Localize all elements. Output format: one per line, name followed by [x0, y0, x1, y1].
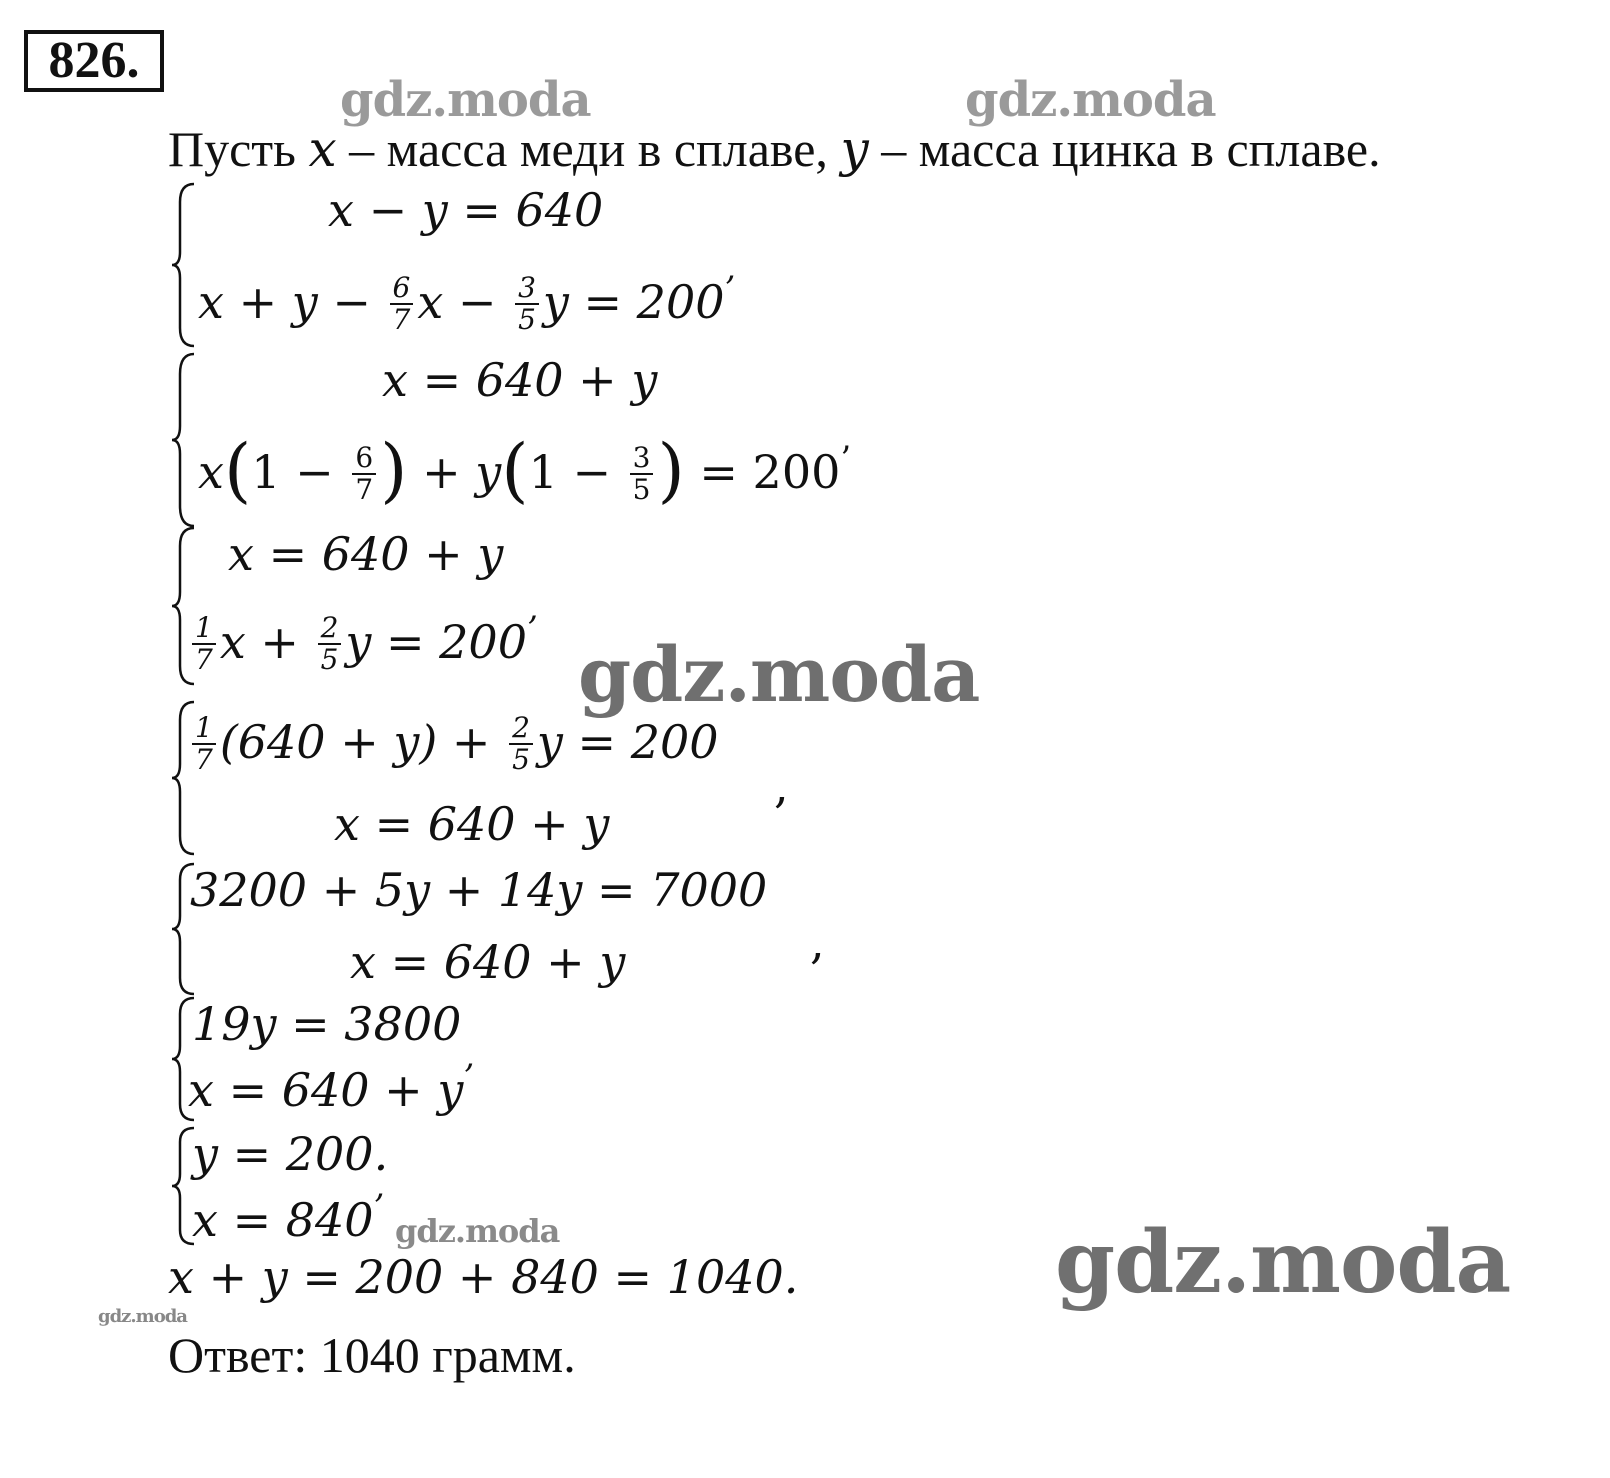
fraction: $\frac{2}{5}$	[509, 713, 533, 775]
equation-system-6	[170, 996, 590, 1126]
fraction: $\frac{2}{5}$	[318, 613, 342, 675]
equation-line: x = 840’	[192, 1187, 385, 1247]
equation-line: x = 640 + y	[382, 353, 658, 407]
watermark: gdz.moda	[340, 72, 591, 128]
equation-system-2	[170, 352, 930, 532]
fraction: $\frac{3}{5}$	[630, 443, 654, 505]
fraction: $\frac{6}{7}$	[352, 443, 376, 505]
watermark: gdz.moda	[578, 630, 980, 719]
equation-system-4	[170, 700, 830, 860]
equation-line: $\frac{1}{7}$ x + $\frac{2}{5}$ y = 200’	[188, 614, 538, 677]
equation-line: x = 640 + y	[228, 527, 504, 581]
equation-line: $\frac{1}{7}$ (640 + y) + $\frac{2}{5}$ y = 200	[188, 714, 719, 777]
watermark: gdz.moda	[965, 72, 1216, 128]
curly-brace	[170, 352, 196, 528]
equation-line: x(1 − $\frac{6}{7}$ ) + y(1 − $\frac{3}{5}$ ) = 200’	[198, 429, 852, 511]
watermark: gdz.moda	[395, 1212, 560, 1250]
answer-line: Ответ: 1040 грамм.	[168, 1327, 576, 1383]
equation-line: y = 200.	[192, 1127, 389, 1181]
fraction: $\frac{1}{7}$	[192, 713, 216, 775]
trailing-comma: ,	[810, 915, 825, 969]
trailing-comma: ,	[774, 759, 789, 813]
intro-sentence: Пусть x – масса меди в сплаве, y – масса цинка в сплаве.	[168, 120, 1381, 178]
equation-line: x = 640 + y’	[188, 1057, 475, 1117]
fraction: $\frac{1}{7}$	[192, 613, 216, 675]
equation-line: 19y = 3800	[192, 997, 462, 1051]
curly-brace	[170, 182, 196, 348]
equation-system-5	[170, 862, 870, 1002]
result-equation: x + y = 200 + 840 = 1040.	[168, 1250, 799, 1304]
equation-line: x = 640 + y	[350, 935, 626, 989]
equation-system-1	[170, 182, 870, 350]
fraction: $\frac{6}{7}$	[390, 273, 414, 335]
watermark: gdz.moda	[1055, 1212, 1511, 1313]
equation-line: 3200 + 5y + 14y = 7000	[190, 863, 768, 917]
problem-number: 826.	[24, 30, 164, 92]
watermark: gdz.moda	[98, 1306, 187, 1327]
equation-line: x + y − $\frac{6}{7}$ x − $\frac{3}{5}$ y = 200’	[198, 269, 736, 336]
fraction: $\frac{3}{5}$	[515, 273, 539, 335]
equation-line: x − y = 640	[328, 183, 604, 237]
equation-line: x = 640 + y	[334, 797, 610, 851]
